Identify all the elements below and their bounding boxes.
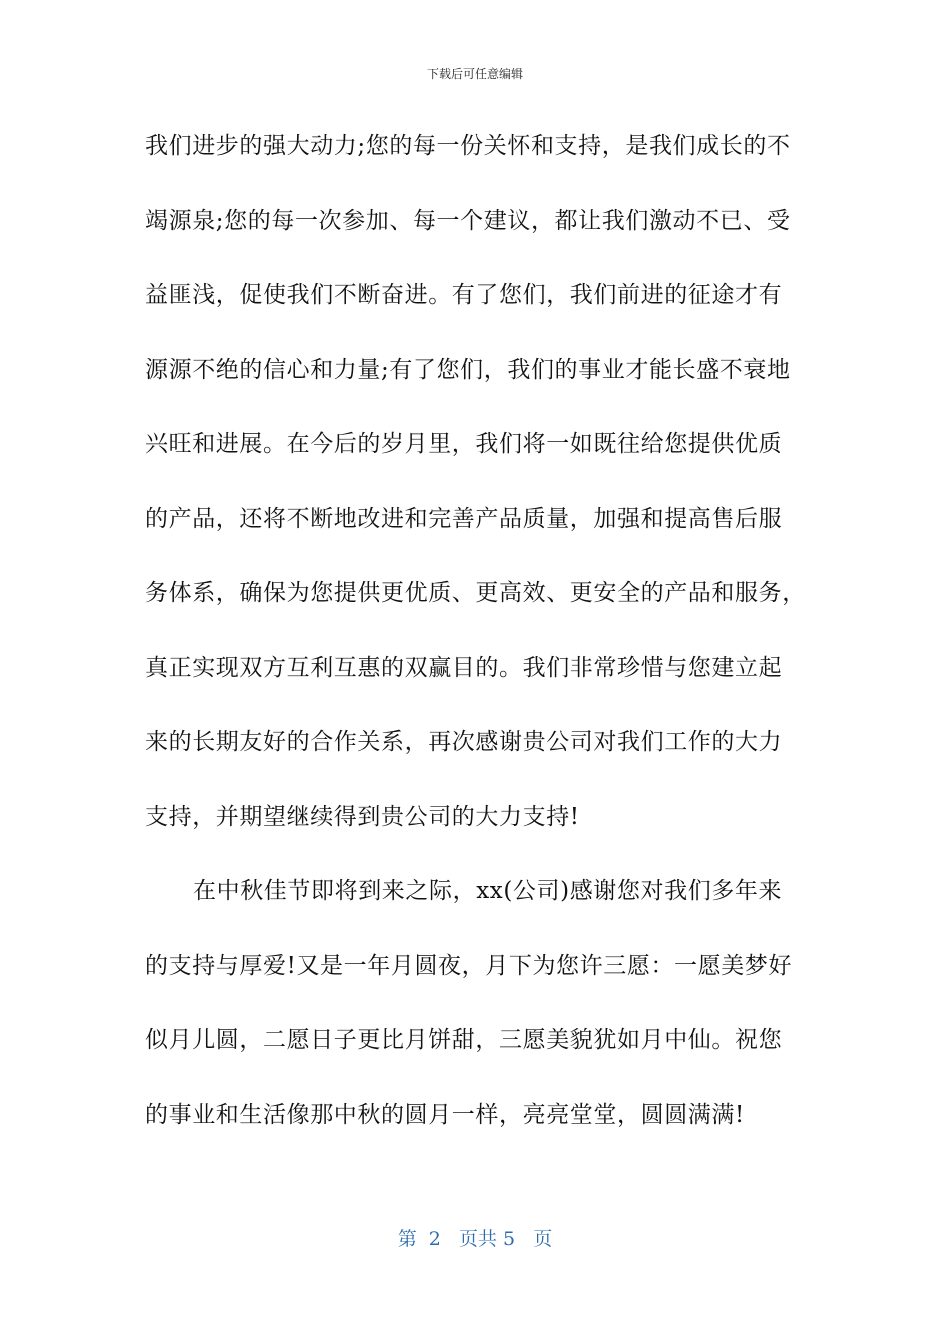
text-line: 我们进步的强大动力;您的每一份关怀和支持，是我们成长的不 (145, 133, 791, 159)
text-line: 似月儿圆，二愿日子更比月饼甜，三愿美貌犹如月中仙。祝您 (145, 1027, 783, 1053)
text-line: 支持，并期望继续得到贵公司的大力支持! (145, 803, 580, 830)
document-body (145, 124, 805, 1167)
text-line: 益匪浅，促使我们不断奋进。有了您们，我们前进的征途才有 (145, 282, 783, 308)
text-line: 竭源泉;您的每一次参加、每一个建议，都让我们激动不已、受 (145, 207, 791, 234)
text-line: 的产品，还将不断地改进和完善产品质量，加强和提高售后服 (145, 505, 783, 532)
text-line: 源源不绝的信心和力量;有了您们，我们的事业才能长盛不衰地 (145, 356, 791, 383)
text-line: 来的长期友好的合作关系，再次感谢贵公司对我们工作的大力 (145, 729, 783, 755)
page-number-footer: 第 2 页共 5 页 (397, 1228, 553, 1250)
page-header: 下载后可任意编辑 (426, 67, 523, 81)
text-line: 的事业和生活像那中秋的圆月一样，亮亮堂堂，圆圆满满! (145, 1101, 745, 1128)
text-line: 兴旺和进展。在今后的岁月里，我们将一如既往给您提供优质 (145, 431, 783, 457)
text-line: 真正实现双方互利互惠的双赢目的。我们非常珍惜与您建立起 (145, 654, 783, 681)
text-line: 的支持与厚爱!又是一年月圆夜，月下为您许三愿：一愿美梦好 (145, 952, 793, 979)
paragraph-start-line: 在中秋佳节即将到来之际，xx(公司)感谢您对我们多年来 (193, 878, 783, 904)
text-line: 务体系，确保为您提供更优质、更高效、更安全的产品和服务， (145, 580, 806, 606)
